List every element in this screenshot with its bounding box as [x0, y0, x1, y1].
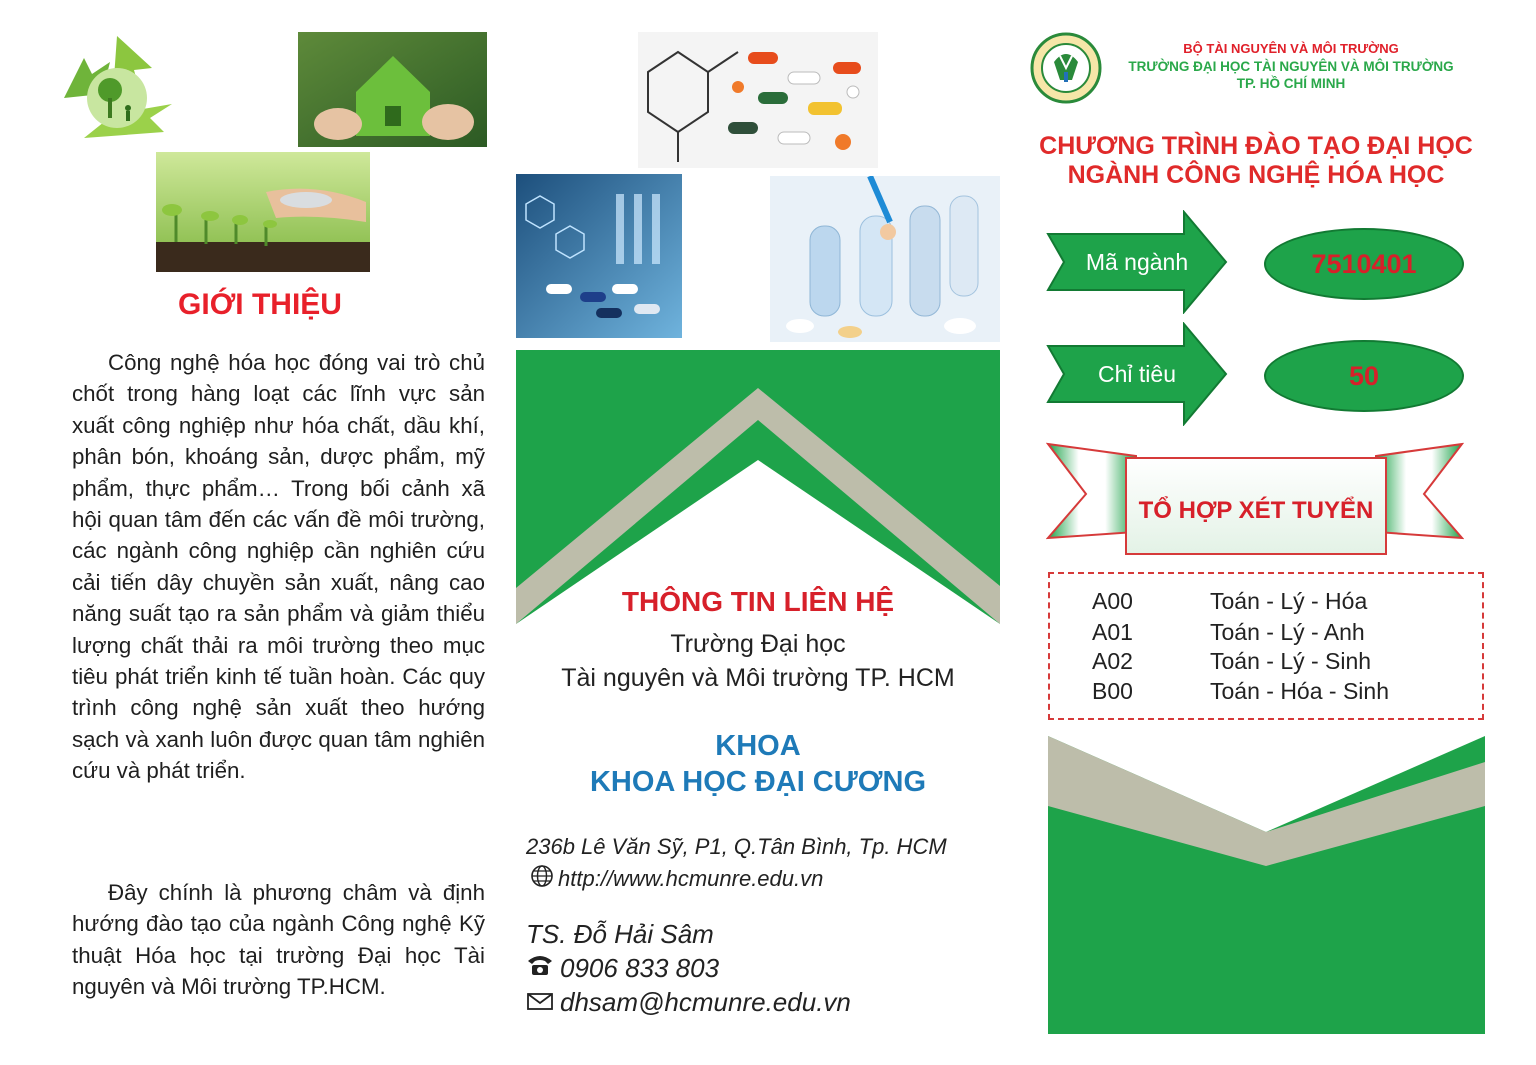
combination-code: A01: [1092, 619, 1133, 645]
combination-code: A02: [1092, 648, 1133, 674]
email-address[interactable]: dhsam@hcmunre.edu.vn: [560, 987, 851, 1017]
contact-title: THÔNG TIN LIÊN HỆ: [621, 586, 895, 617]
program-title-line2: NGÀNH CÔNG NGHỆ HÓA HỌC: [1067, 161, 1445, 189]
combinations-title: TỔ HỢP XÉT TUYỂN: [1138, 497, 1374, 524]
chemistry-pills-photo: [638, 32, 878, 168]
intro-paragraph-2: Đây chính là phương châm và định hướng đào tạo của ngành Công nghệ Kỹ thuật Hóa học tại trường Đại học Tài nguyên và Môi trường TP.HCM.: [72, 880, 485, 1000]
school-name: TRƯỜNG ĐẠI HỌC TÀI NGUYÊN VÀ MÔI TRƯỜNG: [1128, 59, 1454, 74]
program-title-line1: CHƯƠNG TRÌNH ĐÀO TẠO ĐẠI HỌC: [1039, 132, 1473, 160]
recycle-family-photo: [44, 28, 190, 152]
test-tubes-photo: [770, 176, 1000, 342]
ministry-name: BỘ TÀI NGUYÊN VÀ MÔI TRƯỜNG: [1183, 41, 1399, 56]
contact-person: TS. Đỗ Hải Sâm: [526, 919, 714, 949]
combination-row: [1092, 619, 1365, 646]
major-code-value: 7510401: [1264, 228, 1464, 300]
phone-number[interactable]: 0906 833 803: [560, 953, 720, 983]
quota-value: 50: [1264, 340, 1464, 412]
combination-code: B00: [1092, 678, 1133, 704]
major-code-label: Mã ngành: [1085, 249, 1189, 275]
university-name-line2: Tài nguyên và Môi trường TP. HCM: [561, 664, 955, 692]
green-chevron-block-right: [1048, 736, 1485, 1034]
faculty-heading: KHOA: [715, 730, 801, 762]
blue-lab-pills-photo: [516, 174, 682, 338]
intro-paragraph-1: Công nghệ hóa học đóng vai trò chủ chốt trong hàng loạt các lĩnh vực sản xuất công nghiệp như hóa chất, dầu khí, phân bón, khoáng sản, dược phẩm, mỹ phẩm, thực phẩm… Trong bối cảnh xã hội quan tâm đến các vấn đề môi trường, các ngành công nghiệp cần nghiên cứu cải tiến dây chuyền sản xuất, nâng cao năng suất tạo ra sản phẩm và giảm thiểu lượng chất thải ra môi trường theo mục tiêu phát triển kinh tế tuần hoàn. Các quy trình công nghệ sản xuất theo hướng sạch và xanh luôn được quan tâm nghiên cứu và phát triển.: [72, 350, 485, 784]
university-name-line1: Trường Đại học: [670, 630, 846, 658]
website-row[interactable]: [530, 864, 823, 894]
combination-row: [1092, 588, 1367, 615]
email-row[interactable]: [526, 987, 851, 1018]
combination-subjects: Toán - Lý - Anh: [1210, 619, 1365, 645]
website-link[interactable]: http://www.hcmunre.edu.vn: [558, 866, 824, 891]
quota-label: Chỉ tiêu: [1098, 361, 1176, 387]
green-house-photo: [298, 32, 487, 147]
faculty-name: KHOA HỌC ĐẠI CƯƠNG: [589, 766, 927, 798]
recycle-icon: [44, 28, 190, 152]
combination-code: A00: [1092, 588, 1133, 614]
school-city: TP. HỒ CHÍ MINH: [1236, 76, 1346, 91]
combination-subjects: Toán - Lý - Sinh: [1210, 648, 1372, 674]
phone-row[interactable]: [526, 953, 719, 984]
envelope-icon: [526, 987, 554, 1018]
combination-row: [1092, 648, 1371, 675]
intro-title: GIỚI THIỆU: [178, 288, 342, 321]
combination-subjects: Toán - Lý - Hóa: [1210, 588, 1368, 614]
combination-subjects: Toán - Hóa - Sinh: [1210, 678, 1389, 704]
globe-icon: [530, 864, 554, 894]
green-chevron-block-middle: [516, 350, 1000, 624]
phone-icon: [526, 953, 554, 984]
seedlings-photo: [156, 152, 370, 272]
university-logo: [1030, 32, 1102, 104]
address-text: 236b Lê Văn Sỹ, P1, Q.Tân Bình, Tp. HCM: [526, 834, 947, 859]
combination-row: [1092, 678, 1389, 705]
